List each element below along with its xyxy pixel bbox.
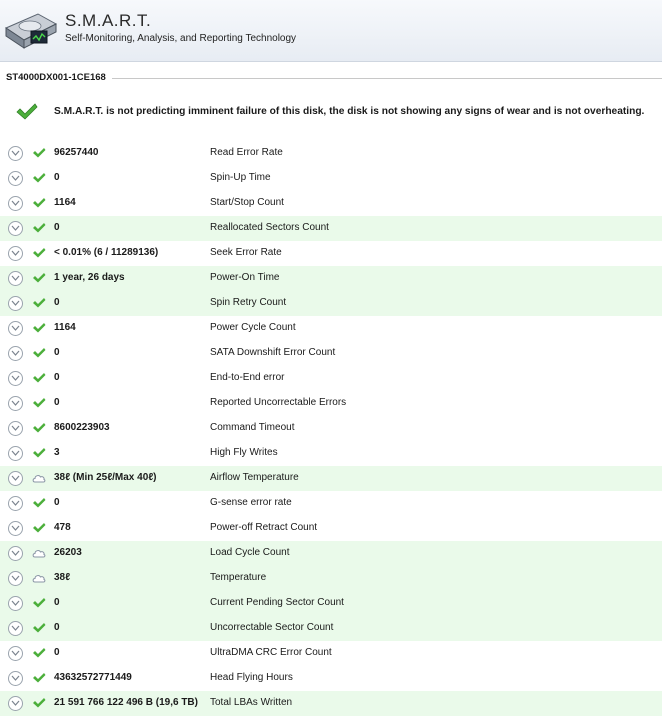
check-icon [32, 622, 46, 634]
attribute-name: Seek Error Rate [210, 247, 282, 258]
chevron-down-icon [11, 300, 20, 307]
summary-text: S.M.A.R.T. is not predicting imminent failure of this disk, the disk is not showing any signs of wear and is not overheating. [54, 106, 645, 117]
attribute-value: 43632572771449 [54, 672, 132, 683]
attribute-name: High Fly Writes [210, 447, 278, 458]
attribute-value: 0 [54, 222, 60, 233]
attribute-name: Head Flying Hours [210, 672, 293, 683]
attribute-name: SATA Downshift Error Count [210, 347, 336, 358]
attribute-row[interactable] [0, 691, 662, 716]
expand-button[interactable] [8, 171, 23, 186]
expand-button[interactable] [8, 596, 23, 611]
check-icon [32, 697, 46, 709]
attribute-name: Uncorrectable Sector Count [210, 622, 334, 633]
expand-button[interactable] [8, 396, 23, 411]
chevron-down-icon [11, 600, 20, 607]
chevron-down-icon [11, 650, 20, 657]
attribute-name: Temperature [210, 572, 267, 583]
check-icon [32, 272, 46, 284]
expand-button[interactable] [8, 221, 23, 236]
check-icon [32, 672, 46, 684]
expand-button[interactable] [8, 471, 23, 486]
check-icon [32, 397, 46, 409]
expand-button[interactable] [8, 621, 23, 636]
attribute-name: Power-On Time [210, 272, 280, 283]
chevron-down-icon [11, 625, 20, 632]
chevron-down-icon [11, 550, 20, 557]
expand-button[interactable] [8, 296, 23, 311]
attribute-row[interactable] [0, 316, 662, 341]
attribute-row[interactable] [0, 616, 662, 641]
expand-button[interactable] [8, 671, 23, 686]
check-icon [32, 147, 46, 159]
attribute-value: 8600223903 [54, 422, 110, 433]
attribute-row[interactable] [0, 366, 662, 391]
attribute-value: 0 [54, 647, 60, 658]
attribute-value: 0 [54, 597, 60, 608]
cloud-icon [32, 472, 46, 484]
chevron-down-icon [11, 400, 20, 407]
attribute-row[interactable] [0, 416, 662, 441]
check-icon [32, 297, 46, 309]
expand-button[interactable] [8, 421, 23, 436]
attribute-row[interactable] [0, 541, 662, 566]
chevron-down-icon [11, 700, 20, 707]
attribute-value: 1164 [54, 197, 76, 208]
attribute-name: UltraDMA CRC Error Count [210, 647, 332, 658]
attribute-value: 38ℓ [54, 572, 71, 583]
expand-button[interactable] [8, 196, 23, 211]
disk-model: ST4000DX001-1CE168 [6, 72, 106, 83]
attribute-row[interactable] [0, 241, 662, 266]
attribute-name: G-sense error rate [210, 497, 292, 508]
chevron-down-icon [11, 450, 20, 457]
check-icon [32, 172, 46, 184]
attribute-value: 3 [54, 447, 60, 458]
chevron-down-icon [11, 525, 20, 532]
chevron-down-icon [11, 425, 20, 432]
attribute-name: Reported Uncorrectable Errors [210, 397, 347, 408]
chevron-down-icon [11, 225, 20, 232]
attribute-row[interactable] [0, 391, 662, 416]
check-icon [32, 247, 46, 259]
expand-button[interactable] [8, 271, 23, 286]
attribute-name: Airflow Temperature [210, 472, 299, 483]
attribute-name: Command Timeout [210, 422, 295, 433]
attribute-value: 0 [54, 622, 60, 633]
expand-button[interactable] [8, 546, 23, 561]
chevron-down-icon [11, 350, 20, 357]
app-title: S.M.A.R.T. [65, 11, 152, 30]
attribute-value: 26203 [54, 547, 82, 558]
check-icon [32, 222, 46, 234]
attribute-row[interactable] [0, 641, 662, 666]
expand-button[interactable] [8, 346, 23, 361]
attribute-value: 0 [54, 172, 60, 183]
check-icon [32, 597, 46, 609]
check-icon [32, 497, 46, 509]
expand-button[interactable] [8, 571, 23, 586]
attribute-value: 21 591 766 122 496 B (19,6 TB) [54, 697, 198, 708]
attribute-name: Power-off Retract Count [210, 522, 318, 533]
attribute-value: 0 [54, 497, 60, 508]
attribute-row[interactable] [0, 166, 662, 191]
expand-button[interactable] [8, 446, 23, 461]
check-icon [32, 322, 46, 334]
attribute-value: < 0.01% (6 / 11289136) [54, 247, 159, 258]
hard-disk-icon [4, 8, 58, 54]
expand-button[interactable] [8, 696, 23, 711]
attribute-value: 0 [54, 297, 60, 308]
attribute-row[interactable] [0, 216, 662, 241]
attribute-name: Spin Retry Count [210, 297, 287, 308]
attribute-row[interactable] [0, 291, 662, 316]
chevron-down-icon [11, 175, 20, 182]
attribute-row[interactable] [0, 591, 662, 616]
attribute-name: Reallocated Sectors Count [210, 222, 329, 233]
attribute-row[interactable] [0, 666, 662, 691]
check-icon [32, 197, 46, 209]
attribute-row[interactable] [0, 516, 662, 541]
cloud-icon [32, 547, 46, 559]
attribute-value: 0 [54, 372, 60, 383]
attribute-row[interactable] [0, 266, 662, 291]
divider [112, 78, 662, 79]
check-icon [32, 347, 46, 359]
chevron-down-icon [11, 475, 20, 482]
attribute-name: Power Cycle Count [210, 322, 296, 333]
expand-button[interactable] [8, 646, 23, 661]
chevron-down-icon [11, 150, 20, 157]
chevron-down-icon [11, 500, 20, 507]
check-icon [32, 522, 46, 534]
attribute-value: 0 [54, 347, 60, 358]
attribute-value: 96257440 [54, 147, 99, 158]
chevron-down-icon [11, 275, 20, 282]
attribute-name: Current Pending Sector Count [210, 597, 344, 608]
attribute-row[interactable] [0, 191, 662, 216]
attribute-row[interactable] [0, 491, 662, 516]
expand-button[interactable] [8, 321, 23, 336]
attribute-name: Start/Stop Count [210, 197, 284, 208]
check-icon [16, 103, 38, 121]
attribute-value: 1 year, 26 days [54, 272, 125, 283]
attribute-name: Load Cycle Count [210, 547, 290, 558]
attribute-value: 1164 [54, 322, 76, 333]
attribute-name: Total LBAs Written [210, 697, 293, 708]
header-bar [0, 0, 662, 62]
chevron-down-icon [11, 200, 20, 207]
attribute-row[interactable] [0, 141, 662, 166]
attribute-value: 38ℓ (Min 25ℓ/Max 40ℓ) [54, 472, 157, 483]
attribute-value: 478 [54, 522, 71, 533]
attribute-name: Read Error Rate [210, 147, 283, 158]
chevron-down-icon [11, 575, 20, 582]
chevron-down-icon [11, 375, 20, 382]
expand-button[interactable] [8, 371, 23, 386]
attribute-value: 0 [54, 397, 60, 408]
attribute-list [0, 141, 662, 716]
attribute-row[interactable] [0, 341, 662, 366]
attribute-name: Spin-Up Time [210, 172, 271, 183]
chevron-down-icon [11, 250, 20, 257]
check-icon [32, 372, 46, 384]
cloud-icon [32, 572, 46, 584]
expand-button[interactable] [8, 496, 23, 511]
check-icon [32, 422, 46, 434]
attribute-name: End-to-End error [210, 372, 285, 383]
expand-button[interactable] [8, 146, 23, 161]
attribute-row[interactable] [0, 566, 662, 591]
attribute-row[interactable] [0, 441, 662, 466]
app-subtitle: Self-Monitoring, Analysis, and Reporting Technology [65, 33, 297, 44]
check-icon [32, 447, 46, 459]
chevron-down-icon [11, 325, 20, 332]
check-icon [32, 647, 46, 659]
chevron-down-icon [11, 675, 20, 682]
expand-button[interactable] [8, 246, 23, 261]
expand-button[interactable] [8, 521, 23, 536]
attribute-row[interactable] [0, 466, 662, 491]
